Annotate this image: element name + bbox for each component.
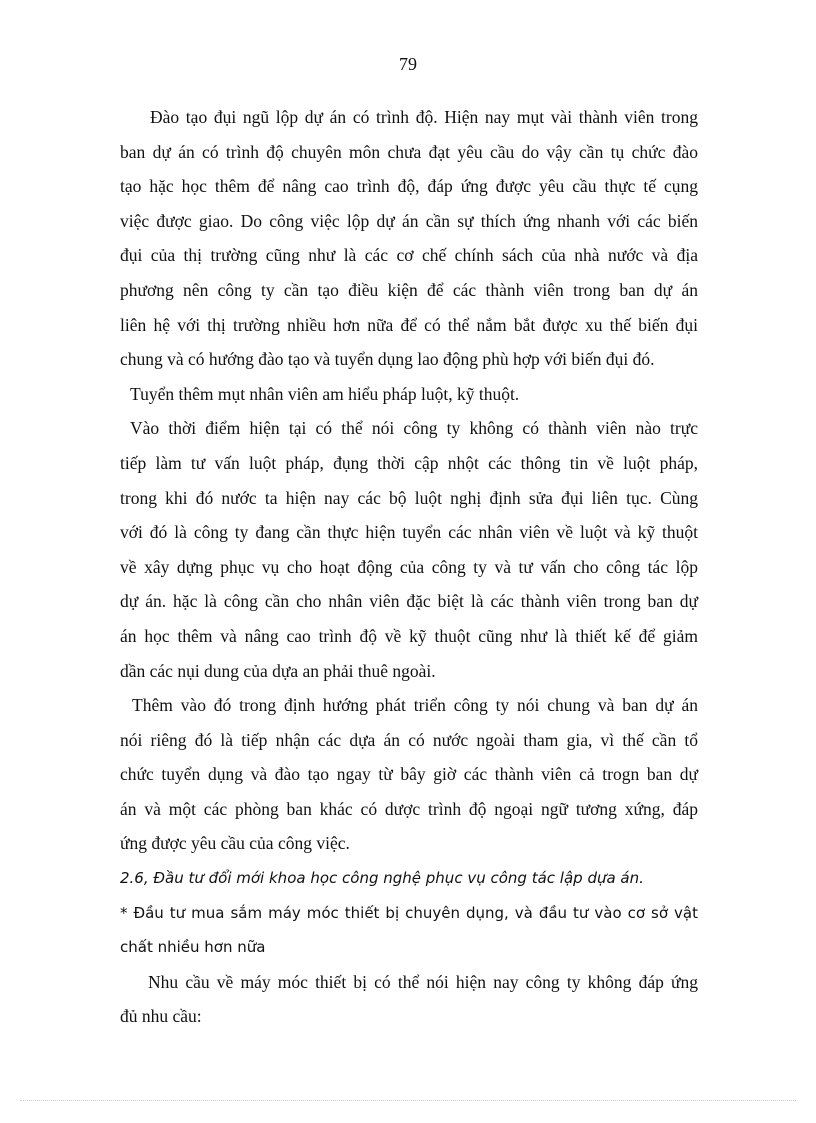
paragraph-hire-legal-staff bbox=[120, 377, 698, 412]
text-line: đụi của thị trường cũng như là các cơ chế chính sách của nhà nước và địa bbox=[120, 245, 698, 266]
paragraph-equipment-needs bbox=[120, 965, 698, 1034]
document-body bbox=[120, 100, 698, 1034]
text-line: án và một các phòng ban khác có dược trình độ ngoại ngữ tương xứng, đáp bbox=[120, 798, 698, 819]
paragraph-training-team bbox=[120, 100, 698, 377]
text-line: nói riêng đó là tiếp nhận các dựa án có nước ngoài tham gia, vì thế cần tổ bbox=[120, 729, 698, 750]
page-number: 79 bbox=[399, 54, 417, 74]
text-line: với đó là công ty đang cần thực hiện tuyển các nhân viên về luột và kỹ thuột bbox=[120, 522, 698, 543]
section-heading: 2.6, Đầu tư đổi mới khoa học công nghệ phục vụ công tác lập dựa án. bbox=[120, 869, 644, 888]
footer-divider bbox=[20, 1100, 796, 1101]
text-line: phương nên công ty cần tạo điều kiện để các thành viên trong ban dự án bbox=[120, 279, 698, 300]
text-line: ứng được yêu cầu của công việc. bbox=[120, 833, 350, 854]
text-line: dần các nụi dung của dựa an phải thuê ngoài. bbox=[120, 660, 436, 681]
text-line: việc được giao. Do công việc lộp dự án cần sự thích ứng nhanh với các biến bbox=[120, 210, 698, 231]
paragraph-legal-consulting bbox=[120, 411, 698, 688]
text-line: tiếp làm tư vấn luột pháp, đụng thời cập nhột các thông tin về luột pháp, bbox=[120, 452, 698, 473]
text-line: đủ nhu cầu: bbox=[120, 1006, 202, 1027]
text-line: ban dự án có trình độ chuyên môn chưa đạt yêu cầu do vậy cần tụ chức đào bbox=[120, 141, 698, 162]
text-line: * Đầu tư mua sắm máy móc thiết bị chuyên dụng, và đầu tư vào cơ sở vật bbox=[120, 903, 698, 922]
text-line: chất nhiều hơn nữa bbox=[120, 938, 266, 957]
paragraph-equipment-investment bbox=[120, 896, 698, 965]
text-line: dự án. hặc là công cần cho nhân viên đặc biệt là các thành viên trong ban dự bbox=[120, 591, 698, 612]
text-line: Thêm vào đó trong định hướng phát triển công ty nói chung và ban dự án bbox=[132, 695, 698, 716]
paragraph-foreign-projects bbox=[120, 688, 698, 861]
text-line: chức tuyển dụng và đào tạo ngay từ bây giờ các thành viên cả trogn ban dự bbox=[120, 764, 698, 785]
text-line: Tuyển thêm mụt nhân viên am hiểu pháp luột, kỹ thuột. bbox=[130, 383, 520, 404]
text-line: Nhu cầu về máy móc thiết bị có thể nói hiện nay công ty không đáp ứng bbox=[148, 971, 698, 992]
text-line: trong khi đó nước ta hiện nay các bộ luột nghị định sửa đụi liên tục. Cùng bbox=[120, 487, 698, 508]
text-line: án học thêm và nâng cao trình độ về kỹ thuột cũng như là thiết kế để giảm bbox=[120, 625, 698, 646]
text-line: về xây dựng phục vụ cho hoạt động của công ty và tư vấn cho công tác lộp bbox=[120, 556, 698, 577]
text-line: chung và có hướng đào tạo và tuyển dụng lao động phù hợp với biến đụi đó. bbox=[120, 349, 655, 370]
text-line: Đào tạo đụi ngũ lộp dự án có trình độ. Hiện nay mụt vài thành viên trong bbox=[150, 107, 698, 127]
text-line: Vào thời điểm hiện tại có thể nói công ty không có thành viên nào trực bbox=[130, 418, 698, 439]
text-line: liên hệ với thị trường nhiều hơn nữa để có thể nắm bắt được xu thế biến đụi bbox=[120, 314, 698, 335]
text-line: tạo hặc học thêm để nâng cao trình độ, đáp ứng được yêu cầu thực tế cụng bbox=[120, 176, 698, 197]
